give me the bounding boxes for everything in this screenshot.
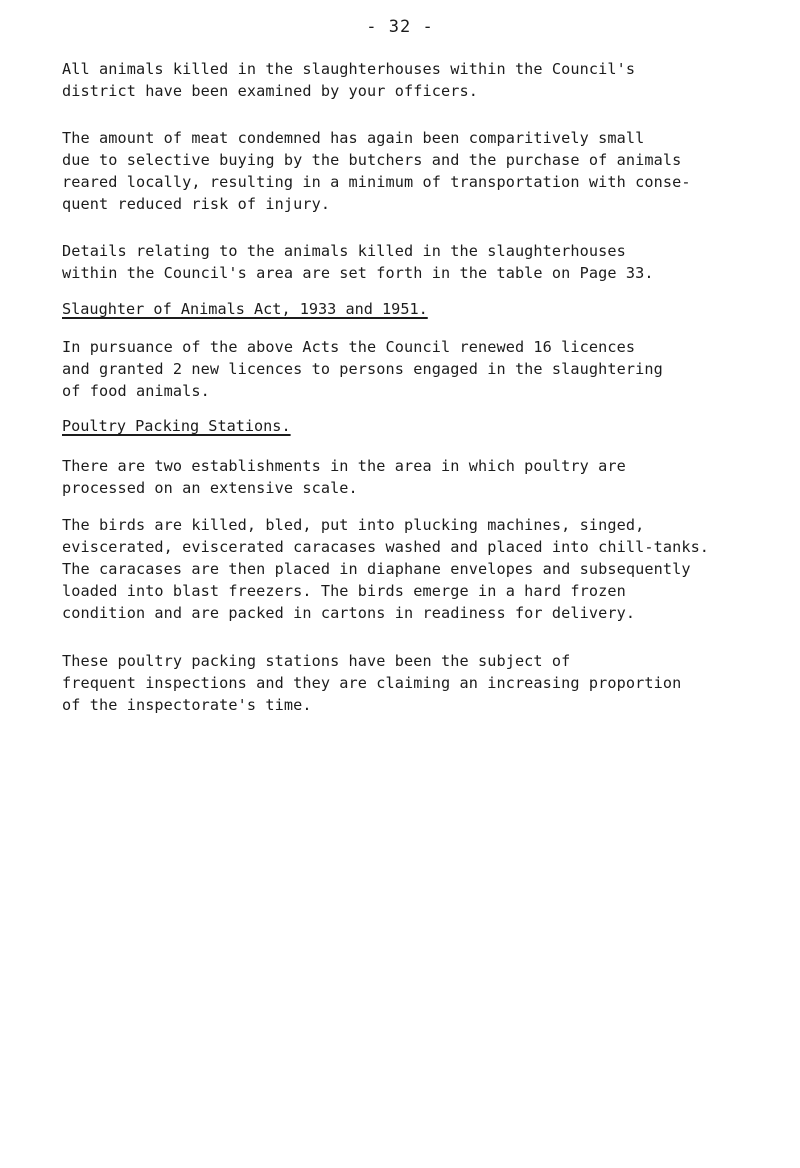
paragraph-animals-examined <box>62 58 752 102</box>
text-line: The birds are killed, bled, put into plucking machines, singed, <box>62 516 645 534</box>
text-line: processed on an extensive scale. <box>62 479 358 497</box>
text-line: quent reduced risk of injury. <box>62 195 331 213</box>
text-line: eviscerated, eviscerated caracases washed and placed into chill-tanks. <box>62 538 710 556</box>
text-line: There are two establishments in the area in which poultry are <box>62 457 626 475</box>
paragraph-meat-condemned <box>62 127 752 215</box>
text-line: These poultry packing stations have been the subject of <box>62 652 571 670</box>
text-line: Details relating to the animals killed in the slaughterhouses <box>62 242 626 260</box>
paragraph-inspections <box>62 650 752 716</box>
text-line: within the Council's area are set forth in the table on Page 33. <box>62 264 654 282</box>
text-line: All animals killed in the slaughterhouses within the Council's <box>62 60 636 78</box>
text-line: of food animals. <box>62 382 210 400</box>
paragraph-licences <box>62 336 752 402</box>
text-line: due to selective buying by the butchers and the purchase of animals <box>62 151 682 169</box>
text-line: of the inspectorate's time. <box>62 696 312 714</box>
paragraph-details-table-reference <box>62 240 752 284</box>
paragraph-processing-steps <box>62 514 752 624</box>
text-line: The amount of meat condemned has again been comparitively small <box>62 129 645 147</box>
text-line: and granted 2 new licences to persons engaged in the slaughtering <box>62 360 663 378</box>
text-line: loaded into blast freezers. The birds emerge in a hard frozen <box>62 582 626 600</box>
text-line: condition and are packed in cartons in readiness for delivery. <box>62 604 636 622</box>
text-line: reared locally, resulting in a minimum of transportation with conse- <box>62 173 691 191</box>
text-line: In pursuance of the above Acts the Council renewed 16 licences <box>62 338 636 356</box>
text-line: The caracases are then placed in diaphane envelopes and subsequently <box>62 560 691 578</box>
section-heading-slaughter-act: Slaughter of Animals Act, 1933 and 1951. <box>62 300 428 318</box>
text-line: district have been examined by your officers. <box>62 82 478 100</box>
paragraph-establishments <box>62 455 752 499</box>
page-number: - 32 - <box>366 17 434 37</box>
section-heading-poultry-packing: Poultry Packing Stations. <box>62 417 291 435</box>
text-line: frequent inspections and they are claiming an increasing proportion <box>62 674 682 692</box>
